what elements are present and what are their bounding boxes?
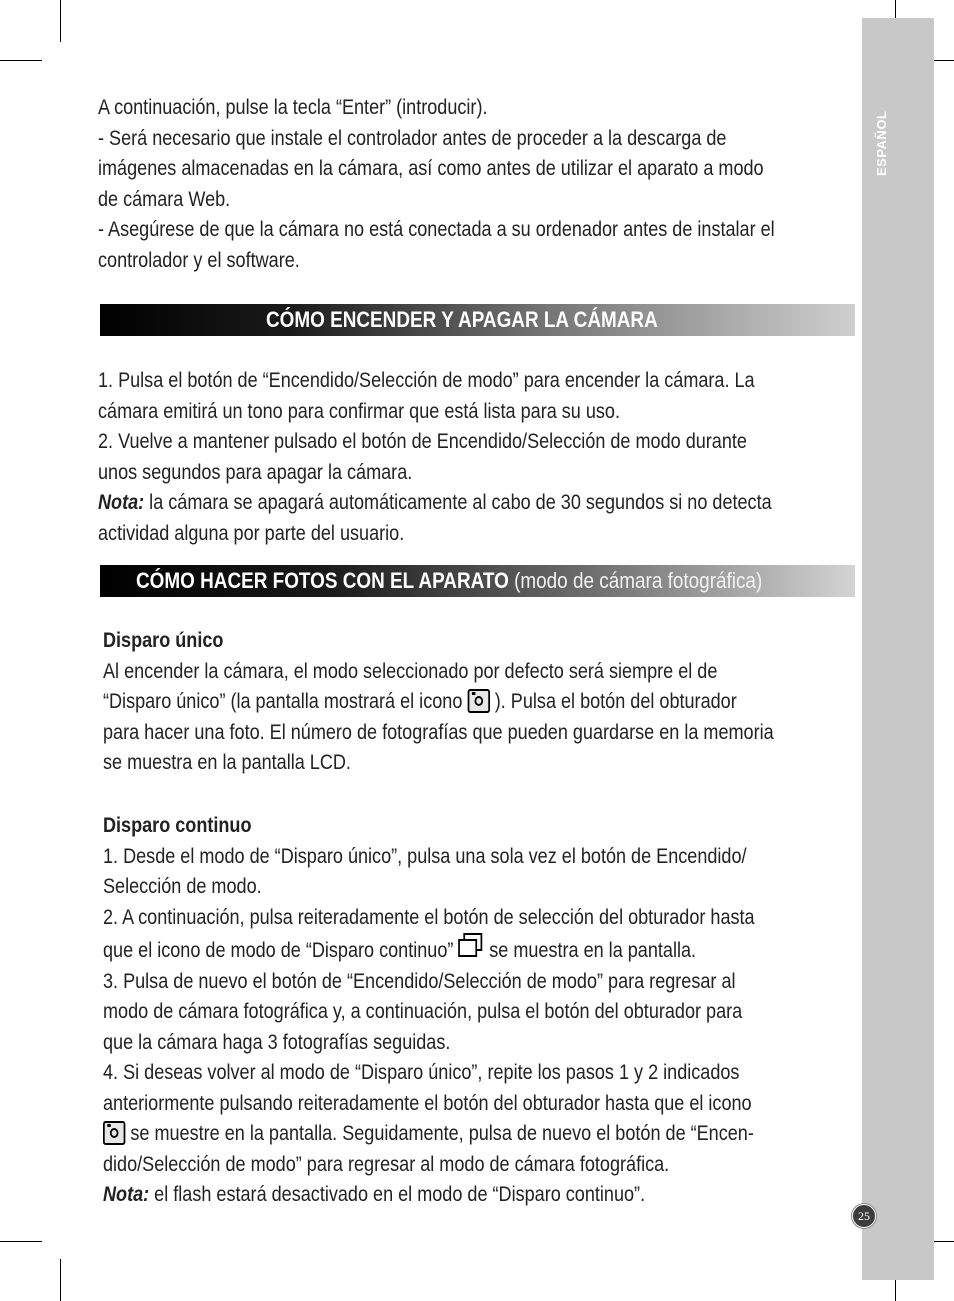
body-line: se muestra en la pantalla LCD. — [103, 751, 351, 774]
body-text: ). Pulsa el botón del obturador — [489, 690, 737, 713]
intro-line: A continuación, pulse la tecla “Enter” (introducir). — [98, 96, 488, 119]
body-line: 4. Si deseas volver al modo de “Disparo único”, repite los pasos 1 y 2 indicados — [103, 1061, 740, 1084]
body-line: 3. Pulsa de nuevo el botón de “Encendido/Selección de modo” para regresar al — [103, 969, 736, 993]
intro-line: controlador y el software. — [98, 248, 300, 272]
body-line: para hacer una foto. El número de fotografías que pueden guardarse en la memoria — [103, 720, 774, 744]
single-shot-title: Disparo único — [103, 629, 224, 652]
intro-line: - Será necesario que instale el controlador antes de proceder a la descarga de — [98, 126, 727, 150]
body-line: Selección de modo. — [103, 875, 262, 898]
note-text: el flash estará desactivado en el modo de “Disparo continuo”. — [149, 1183, 646, 1206]
language-label: ESPAÑOL — [874, 110, 889, 176]
note-label: Nota: — [103, 1183, 150, 1206]
language-side-tab — [862, 18, 934, 1280]
page-number: 25 — [852, 1204, 876, 1228]
note-text: la cámara se apagará automáticamente al cabo de 30 segundos si no detecta — [144, 491, 772, 514]
body-text: se muestra en la pantalla. — [484, 939, 697, 962]
body-line: dido/Selección de modo” para regresar al modo de cámara fotográfica. — [103, 1152, 670, 1176]
power-instructions — [98, 366, 772, 549]
crop-mark — [0, 1241, 42, 1242]
section-heading-subtitle: (modo de cámara fotográfica) — [508, 568, 763, 593]
instruction-line: 1. Pulsa el botón de “Encendido/Selección de modo” para encender la cámara. La — [98, 369, 755, 392]
intro-line: - Asegúrese de que la cámara no está conectada a su ordenador antes de instalar el — [98, 218, 775, 241]
continuous-shot-title: Disparo continuo — [103, 814, 252, 837]
section-heading-photos — [100, 565, 855, 597]
intro-line: imágenes almacenadas en la cámara, así como antes de utilizar el aparato a modo — [98, 157, 764, 180]
body-line: 2. A continuación, pulsa reiteradamente el botón de selección del obturador hasta — [103, 905, 755, 929]
body-line — [103, 687, 774, 718]
body-line: modo de cámara fotográfica y, a continuación, pulsa el botón del obturador para — [103, 1000, 743, 1023]
note-line — [98, 488, 772, 519]
body-text: se muestre en la pantalla. Seguidamente, pulsa de nuevo el botón de “Encen- — [125, 1122, 754, 1145]
single-shot-section — [103, 626, 774, 779]
note-line — [103, 1180, 755, 1211]
camera-single-shot-icon — [467, 689, 489, 713]
body-text: que el icono de modo de “Disparo continuo” — [103, 939, 459, 962]
body-line — [103, 1119, 755, 1150]
note-label: Nota: — [98, 491, 145, 514]
body-line: que la cámara haga 3 fotografías seguidas. — [103, 1030, 451, 1054]
instruction-line: cámara emitirá un tono para confirmar que está lista para su uso. — [98, 399, 621, 423]
crop-mark — [60, 0, 61, 42]
crop-mark — [0, 60, 42, 61]
body-line: anteriormente pulsando reiteradamente el botón del obturador hasta que el icono — [103, 1091, 752, 1115]
section-heading-power — [100, 304, 855, 336]
instruction-line: 2. Vuelve a mantener pulsado el botón de Encendido/Selección de modo durante — [98, 430, 747, 453]
continuous-shot-icon — [458, 933, 484, 959]
note-line: actividad alguna por parte del usuario. — [98, 521, 405, 545]
continuous-shot-section — [103, 811, 755, 1211]
intro-text — [98, 93, 775, 276]
body-line: 1. Desde el modo de “Disparo único”, pulsa una sola vez el botón de Encendido/ — [103, 844, 747, 868]
section-heading-text: CÓMO HACER FOTOS CON EL APARATO — [136, 568, 509, 593]
body-text: “Disparo único” (la pantalla mostrará el icono — [103, 690, 468, 713]
camera-single-shot-icon — [103, 1121, 125, 1145]
body-line: Al encender la cámara, el modo seleccionado por defecto será siempre el de — [103, 659, 718, 683]
instruction-line: unos segundos para apagar la cámara. — [98, 460, 413, 484]
body-line — [103, 933, 755, 967]
crop-mark — [60, 1259, 61, 1301]
section-heading-text: CÓMO ENCENDER Y APAGAR LA CÁMARA — [266, 307, 658, 332]
intro-line: de cámara Web. — [98, 187, 231, 211]
